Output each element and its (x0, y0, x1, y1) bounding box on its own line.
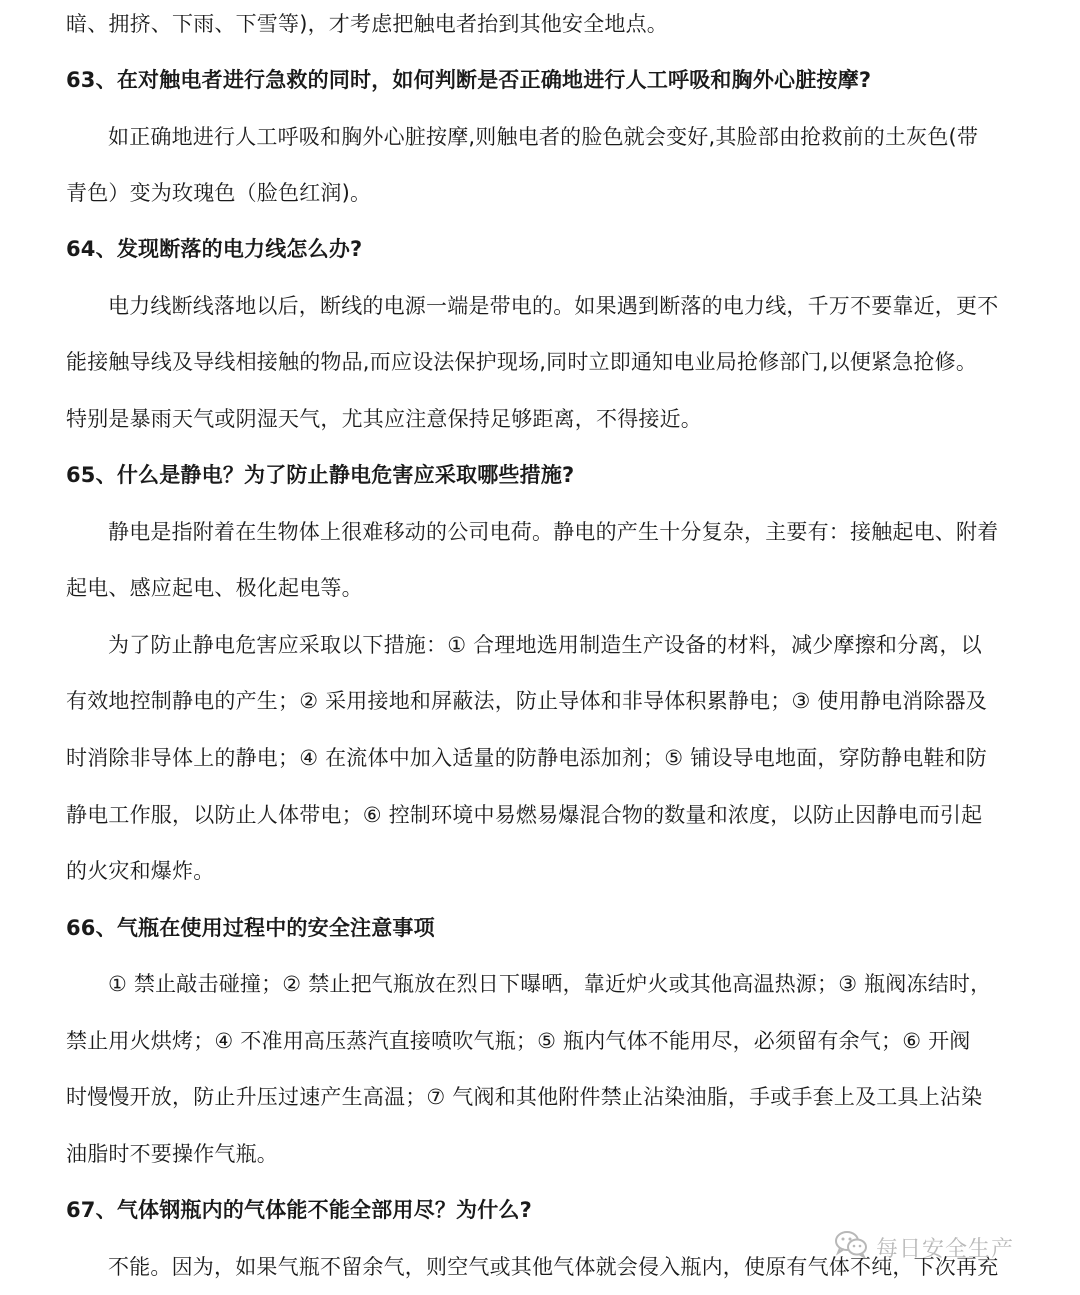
body-text-line: 青色）变为玫瑰色（脸色红润)。 (66, 181, 372, 205)
question-heading-66: 66、气瓶在使用过程中的安全注意事项 (66, 916, 435, 940)
watermark-text: 每日安全生产 (876, 1236, 1015, 1262)
body-text-line: ① 禁止敲击碰撞；② 禁止把气瓶放在烈日下曝晒，靠近炉火或其他高温热源；③ 瓶阀冻结时， (108, 972, 992, 996)
body-text-line: 能接触导线及导线相接触的物品,而应设法保护现场,同时立即通知电业局抢修部门,以便紧急抢修。 (66, 350, 978, 374)
body-text-line: 静电工作服，以防止人体带电；⑥ 控制环境中易燃易爆混合物的数量和浓度，以防止因静电而引起 (66, 803, 983, 827)
question-heading-65: 65、什么是静电？为了防止静电危害应采取哪些措施? (66, 463, 575, 487)
question-heading-67: 67、气体钢瓶内的气体能不能全部用尽？为什么? (66, 1198, 533, 1222)
body-text-line: 时慢慢开放，防止升压过速产生高温；⑦ 气阀和其他附件禁止沾染油脂，手或手套上及工具上沾染 (66, 1085, 983, 1109)
body-text-line: 暗、拥挤、下雨、下雪等)，才考虑把触电者抬到其他安全地点。 (66, 12, 668, 36)
body-text-line: 为了防止静电危害应采取以下措施：① 合理地选用制造生产设备的材料，减少摩擦和分离，以 (108, 633, 982, 657)
watermark (834, 1227, 1014, 1267)
body-text-line: 禁止用火烘烤；④ 不准用高压蒸汽直接喷吹气瓶；⑤ 瓶内气体不能用尽，必须留有余气；⑥ 开阀 (66, 1029, 971, 1053)
wechat-icon (834, 1230, 876, 1264)
question-heading-63: 63、在对触电者进行急救的同时，如何判断是否正确地进行人工呼吸和胸外心脏按摩? (66, 68, 872, 92)
body-text-line: 的火灾和爆炸。 (66, 859, 215, 883)
body-text-line: 有效地控制静电的产生；② 采用接地和屏蔽法，防止导体和非导体积累静电；③ 使用静电消除器及 (66, 689, 987, 713)
body-text-line: 电力线断线落地以后，断线的电源一端是带电的。如果遇到断落的电力线，千万不要靠近，更不 (108, 294, 999, 318)
body-text-line: 静电是指附着在生物体上很难移动的公司电荷。静电的产生十分复杂，主要有：接触起电、附着 (108, 520, 999, 544)
body-text-line: 起电、感应起电、极化起电等。 (66, 576, 363, 600)
body-text-line: 时消除非导体上的静电；④ 在流体中加入适量的防静电添加剂；⑤ 铺设导电地面，穿防静电鞋和防 (66, 746, 987, 770)
body-text-line: 如正确地进行人工呼吸和胸外心脏按摩,则触电者的脸色就会变好,其脸部由抢救前的土灰色(带 (108, 125, 979, 149)
body-text-line: 油脂时不要操作气瓶。 (66, 1142, 278, 1166)
body-text-line: 特别是暴雨天气或阴湿天气，尤其应注意保持足够距离，不得接近。 (66, 407, 702, 431)
body-text-line: 不能。因为，如果气瓶不留余气，则空气或其他气体就会侵入瓶内，使原有气体不纯，下次再充 (108, 1255, 999, 1279)
question-heading-64: 64、发现断落的电力线怎么办? (66, 237, 363, 261)
